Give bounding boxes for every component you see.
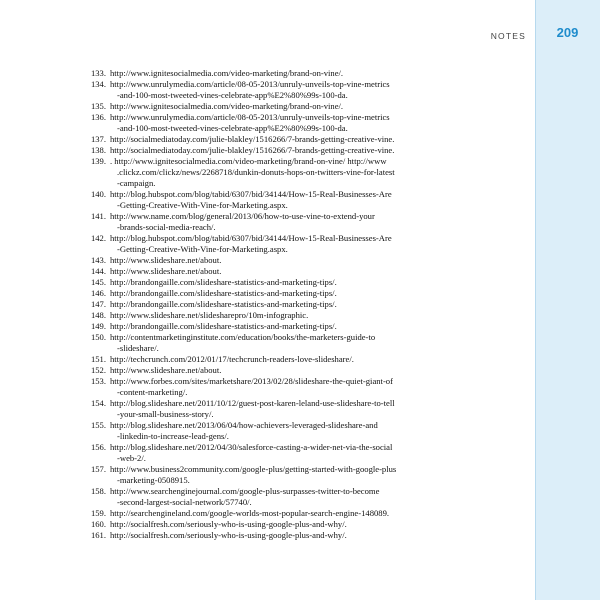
endnote-item	[84, 398, 440, 420]
endnote-item	[84, 145, 440, 156]
endnote-number: 158.	[90, 486, 106, 496]
endnote-text	[110, 321, 440, 332]
endnote-url-line[interactable]: http://socialfresh.com/seriously-who-is-using-google-plus-and-why/.	[110, 530, 347, 540]
endnote-url-line[interactable]: http://socialfresh.com/seriously-who-is-using-google-plus-and-why/.	[110, 519, 347, 529]
endnote-url-line[interactable]: http://www.unrulymedia.com/article/08-05-2013/unruly-unveils-top-vine-metrics	[110, 79, 390, 89]
endnote-url-line[interactable]: http://www.searchenginejournal.com/google-plus-surpasses-twitter-to-become	[110, 486, 380, 496]
endnote-item	[84, 233, 440, 255]
running-header-label: NOTES	[490, 31, 526, 41]
endnote-text	[110, 464, 440, 486]
endnote-item	[84, 332, 440, 354]
endnote-item	[84, 310, 440, 321]
endnote-item	[84, 486, 440, 508]
endnote-item	[84, 266, 440, 277]
endnote-url-line[interactable]: -and-100-most-tweeted-vines-celebrate-app%E2%80%99s-100-da.	[117, 123, 348, 133]
page-number: 209	[556, 25, 579, 40]
endnote-number: 159.	[90, 508, 106, 518]
endnote-url-line[interactable]: http://www.ignitesocialmedia.com/video-marketing/brand-on-vine/.	[110, 68, 344, 78]
endnote-text	[110, 508, 440, 519]
endnote-item	[84, 211, 440, 233]
endnote-number: 140.	[90, 189, 106, 199]
endnote-text	[110, 277, 440, 288]
endnote-url-line[interactable]: http://techcrunch.com/2012/01/17/techcrunch-readers-love-slideshare/.	[110, 354, 354, 364]
endnote-url-line[interactable]: http://searchengineland.com/google-worlds-most-popular-search-engine-148089.	[110, 508, 390, 518]
endnote-url-line[interactable]: . http://www.ignitesocialmedia.com/video-marketing/brand-on-vine/ http://www	[110, 156, 387, 166]
endnote-text	[110, 266, 440, 277]
endnote-item	[84, 112, 440, 134]
endnote-text	[110, 530, 440, 541]
endnote-number: 134.	[90, 79, 106, 89]
endnote-item	[84, 508, 440, 519]
endnote-text	[110, 332, 440, 354]
endnote-item	[84, 299, 440, 310]
endnote-text	[110, 420, 440, 442]
endnote-url-line[interactable]: http://blog.hubspot.com/blog/tabid/6307/bid/34144/How-15-Real-Businesses-Are	[110, 189, 392, 199]
endnote-text	[110, 79, 440, 101]
endnote-number: 137.	[90, 134, 106, 144]
endnote-url-line[interactable]: -campaign.	[117, 178, 156, 188]
endnote-number: 150.	[90, 332, 106, 342]
endnote-url-line[interactable]: http://brandongaille.com/slideshare-statistics-and-marketing-tips/.	[110, 277, 337, 287]
endnote-text	[110, 112, 440, 134]
endnote-number: 146.	[90, 288, 106, 298]
endnote-url-line[interactable]: http://www.forbes.com/sites/marketshare/2013/02/28/slideshare-the-quiet-giant-of	[110, 376, 393, 386]
endnote-number: 141.	[90, 211, 106, 221]
endnote-item	[84, 68, 440, 79]
endnote-url-line[interactable]: http://socialmediatoday.com/julie-blakley/1516266/7-brands-getting-creative-vine.	[110, 134, 395, 144]
endnote-number: 142.	[90, 233, 106, 243]
endnote-url-line[interactable]: .clickz.com/clickz/news/2268718/dunkin-donuts-hops-on-twitters-vine-for-latest	[117, 167, 395, 177]
endnote-number: 152.	[90, 365, 106, 375]
endnote-text	[110, 101, 440, 112]
endnote-number: 156.	[90, 442, 106, 452]
endnote-number: 145.	[90, 277, 106, 287]
endnote-url-line[interactable]: http://brandongaille.com/slideshare-statistics-and-marketing-tips/.	[110, 288, 337, 298]
endnote-url-line[interactable]: http://brandongaille.com/slideshare-statistics-and-marketing-tips/.	[110, 299, 337, 309]
endnote-text	[110, 145, 440, 156]
endnote-number: 155.	[90, 420, 106, 430]
endnote-url-line[interactable]: http://www.slideshare.net/about.	[110, 365, 222, 375]
endnote-url-line[interactable]: http://contentmarketinginstitute.com/education/books/the-marketers-guide-to	[110, 332, 376, 342]
endnote-item	[84, 519, 440, 530]
endnote-item	[84, 134, 440, 145]
endnote-url-line[interactable]: http://brandongaille.com/slideshare-statistics-and-marketing-tips/.	[110, 321, 337, 331]
endnote-text	[110, 288, 440, 299]
endnote-url-line[interactable]: http://www.business2community.com/google-plus/getting-started-with-google-plus	[110, 464, 397, 474]
endnote-url-line[interactable]: http://www.name.com/blog/general/2013/06/how-to-use-vine-to-extend-your	[110, 211, 375, 221]
endnote-number: 153.	[90, 376, 106, 386]
endnote-url-line[interactable]: http://blog.slideshare.net/2013/06/04/how-achievers-leveraged-slideshare-and	[110, 420, 378, 430]
endnote-item	[84, 420, 440, 442]
endnote-url-line[interactable]: http://www.slideshare.net/about.	[110, 255, 222, 265]
endnote-url-line[interactable]: -linkedin-to-increase-lead-gens/.	[117, 431, 229, 441]
endnote-number: 139.	[90, 156, 106, 166]
endnote-number: 149.	[90, 321, 106, 331]
endnote-text	[110, 233, 440, 255]
endnote-url-line[interactable]: -second-largest-social-network/57740/.	[117, 497, 252, 507]
endnote-text	[110, 255, 440, 266]
endnote-url-line[interactable]: http://blog.slideshare.net/2011/10/12/guest-post-karen-leland-use-slideshare-to-tell	[110, 398, 395, 408]
endnote-number: 144.	[90, 266, 106, 276]
endnote-text	[110, 365, 440, 376]
endnote-number: 157.	[90, 464, 106, 474]
endnote-item	[84, 288, 440, 299]
endnote-url-line[interactable]: -Getting-Creative-With-Vine-for-Marketing.aspx.	[117, 200, 288, 210]
endnote-url-line[interactable]: http://www.slideshare.net/slidesharepro/10m-infographic.	[110, 310, 309, 320]
endnote-text	[110, 310, 440, 321]
endnote-item	[84, 365, 440, 376]
endnote-url-line[interactable]: http://socialmediatoday.com/julie-blakley/1516266/7-brands-getting-creative-vine.	[110, 145, 395, 155]
endnote-item	[84, 255, 440, 266]
endnote-number: 154.	[90, 398, 106, 408]
margin-divider	[535, 0, 536, 600]
endnote-text	[110, 156, 440, 189]
endnote-item	[84, 79, 440, 101]
endnote-text	[110, 354, 440, 365]
endnote-url-line[interactable]: -web-2/.	[117, 453, 146, 463]
endnote-item	[84, 156, 440, 189]
endnote-item	[84, 101, 440, 112]
margin-color-band	[535, 0, 600, 600]
endnote-number: 148.	[90, 310, 106, 320]
endnotes-list	[84, 68, 440, 541]
endnote-item	[84, 530, 440, 541]
endnote-item	[84, 321, 440, 332]
endnote-item	[84, 277, 440, 288]
endnote-url-line[interactable]: -and-100-most-tweeted-vines-celebrate-app%E2%80%99s-100-da.	[117, 90, 348, 100]
endnote-number: 161.	[90, 530, 106, 540]
endnote-url-line[interactable]: http://www.ignitesocialmedia.com/video-marketing/brand-on-vine/.	[110, 101, 344, 111]
endnote-number: 133.	[90, 68, 106, 78]
endnote-url-line[interactable]: -slideshare/.	[117, 343, 159, 353]
endnote-url-line[interactable]: -marketing-0508915.	[117, 475, 190, 485]
endnote-item	[84, 442, 440, 464]
endnote-number: 143.	[90, 255, 106, 265]
endnote-number: 136.	[90, 112, 106, 122]
endnote-text	[110, 68, 440, 79]
endnote-text	[110, 189, 440, 211]
endnote-text	[110, 398, 440, 420]
endnote-text	[110, 442, 440, 464]
endnote-item	[84, 376, 440, 398]
endnote-item	[84, 464, 440, 486]
endnote-text	[110, 134, 440, 145]
endnote-text	[110, 211, 440, 233]
endnote-item	[84, 189, 440, 211]
endnote-url-line[interactable]: http://www.slideshare.net/about.	[110, 266, 222, 276]
endnote-url-line[interactable]: http://blog.hubspot.com/blog/tabid/6307/bid/34144/How-15-Real-Businesses-Are	[110, 233, 392, 243]
endnote-url-line[interactable]: -content-marketing/.	[117, 387, 188, 397]
endnote-url-line[interactable]: http://blog.slideshare.net/2012/04/30/salesforce-casting-a-wider-net-via-the-social	[110, 442, 393, 452]
endnote-url-line[interactable]: -brands-social-media-reach/.	[117, 222, 216, 232]
endnote-item	[84, 354, 440, 365]
endnote-text	[110, 486, 440, 508]
endnote-number: 151.	[90, 354, 106, 364]
endnote-number: 138.	[90, 145, 106, 155]
endnote-text	[110, 519, 440, 530]
endnote-url-line[interactable]: -Getting-Creative-With-Vine-for-Marketing.aspx.	[117, 244, 288, 254]
endnote-number: 160.	[90, 519, 106, 529]
endnote-url-line[interactable]: -your-small-business-story/.	[117, 409, 214, 419]
endnote-text	[110, 299, 440, 310]
endnote-url-line[interactable]: http://www.unrulymedia.com/article/08-05-2013/unruly-unveils-top-vine-metrics	[110, 112, 390, 122]
endnote-number: 135.	[90, 101, 106, 111]
endnote-number: 147.	[90, 299, 106, 309]
endnote-text	[110, 376, 440, 398]
